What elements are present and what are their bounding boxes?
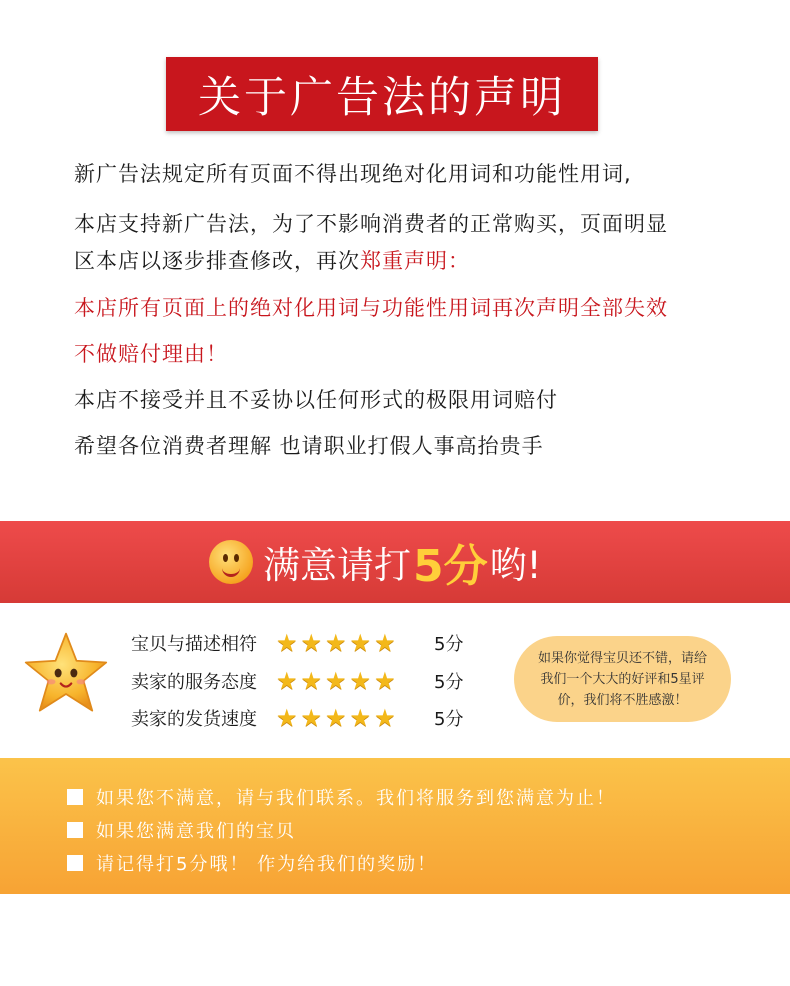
star-icon: ★: [349, 704, 372, 732]
note-text: 如果您满意我们的宝贝: [96, 821, 296, 842]
square-bullet-icon: [67, 789, 83, 805]
rating-stars: [276, 706, 424, 730]
notes-section: [0, 758, 790, 894]
note-item: [67, 817, 296, 843]
rating-area: [0, 603, 790, 758]
square-bullet-icon: [67, 855, 83, 871]
rating-score: 5分: [434, 709, 464, 730]
rating-banner: [0, 521, 790, 603]
declaration-emphasis: 郑重声明：: [360, 249, 470, 273]
star-icon: ★: [300, 629, 323, 657]
note-text: 如果您不满意，请与我们联系。我们将服务到您满意为止！: [96, 788, 616, 809]
banner-text-before: 满意请打: [263, 544, 411, 587]
rating-score: 5分: [434, 672, 464, 693]
note-item: [67, 784, 616, 810]
rating-row-shipping: [131, 704, 463, 732]
banner-text-after: 哟!: [489, 544, 542, 587]
square-bullet-icon: [67, 822, 83, 838]
banner-title: [263, 535, 542, 592]
declaration-line-3-text: 区本店以逐步排查修改，再次: [74, 249, 360, 273]
rating-row-service: [131, 667, 463, 695]
rating-stars: [276, 669, 424, 693]
smiley-mouth: [222, 565, 240, 577]
note-text: 请记得打5分哦！ 作为给我们的奖励！: [96, 854, 438, 875]
star-icon: ★: [276, 629, 298, 657]
star-icon: ★: [300, 667, 323, 695]
rating-label: 宝贝与描述相符: [131, 634, 257, 655]
declaration-line-7: 希望各位消费者理解 也请职业打假人事高抬贵手: [74, 434, 544, 458]
star-icon: ★: [325, 667, 347, 695]
smiley-right-eye: [234, 554, 239, 562]
declaration-line-4: 本店所有页面上的绝对化用词与功能性用词再次声明全部失效: [74, 296, 668, 320]
star-icon: ★: [325, 704, 347, 732]
rating-stars: [276, 631, 424, 655]
declaration-line-6: 本店不接受并且不妥协以任何形式的极限用词赔付: [74, 388, 558, 412]
rating-row-description: [131, 629, 463, 657]
note-item: [67, 850, 437, 876]
declaration-line-1: 新广告法规定所有页面不得出现绝对化用词和功能性用词,: [74, 162, 632, 186]
declaration-line-3: [74, 245, 470, 275]
star-icon: ★: [374, 629, 396, 657]
star-icon: ★: [349, 629, 372, 657]
declaration-line-5: 不做赔付理由！: [74, 342, 228, 366]
star-icon: ★: [276, 704, 298, 732]
declaration-line-2: 本店支持新广告法，为了不影响消费者的正常购买，页面明显: [74, 212, 668, 236]
rating-label: 卖家的发货速度: [131, 709, 257, 730]
star-mascot-icon: [22, 631, 110, 715]
rating-score: 5分: [434, 634, 464, 655]
banner-highlight: 5分: [413, 541, 488, 592]
star-icon: ★: [300, 704, 323, 732]
declaration-title: 关于广告法的声明: [166, 57, 598, 131]
smiley-left-eye: [223, 554, 228, 562]
rating-label: 卖家的服务态度: [131, 672, 257, 693]
star-icon: ★: [276, 667, 298, 695]
star-icon: ★: [374, 704, 396, 732]
star-icon: ★: [374, 667, 396, 695]
star-icon: ★: [325, 629, 347, 657]
review-request-bubble: 如果你觉得宝贝还不错，请给我们一个大大的好评和5星评价，我们将不胜感激！: [514, 636, 731, 722]
smiley-icon: [209, 540, 253, 584]
star-icon: ★: [349, 667, 372, 695]
